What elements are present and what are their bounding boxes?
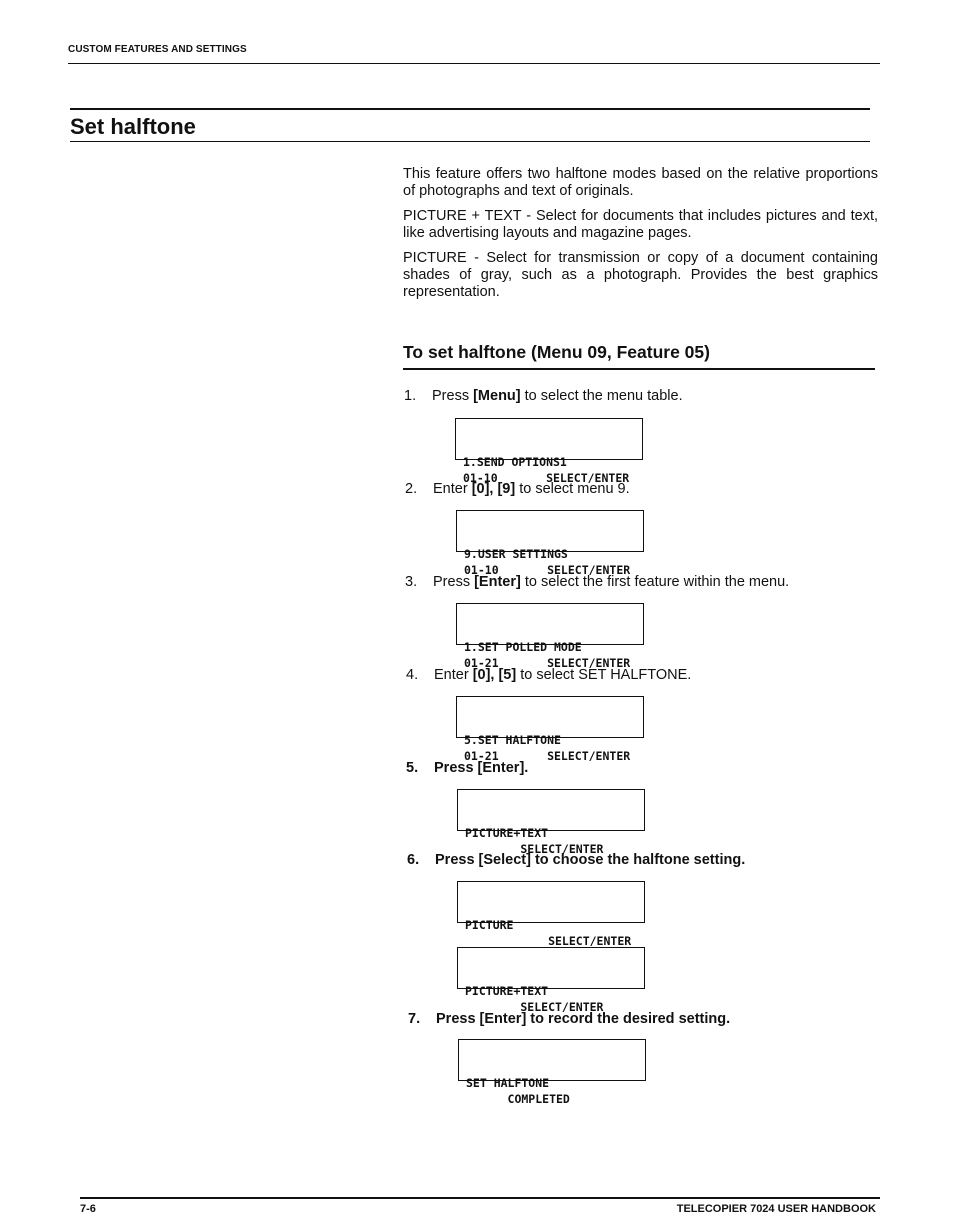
step-7: 7. Press [Enter] to record the desired setting. (408, 1011, 731, 1027)
lcd-display-1: 1.SEND OPTIONS1 01-10 SELECT/ENTER (455, 418, 643, 460)
step-1: 1. Press [Menu] to select the menu table. (404, 388, 683, 404)
step-3: 3. Press [Enter] to select the first feature within the menu. (405, 574, 790, 590)
key-digits: [0], [5] (472, 667, 517, 683)
step-6: 6. Press [Select] to choose the halftone setting. (407, 852, 746, 868)
lcd-display-8: SET HALFTONE COMPLETED (458, 1039, 646, 1081)
key-select: [Select] (478, 852, 531, 868)
section-bottom-rule (70, 141, 870, 142)
key-enter: [Enter] (479, 1011, 527, 1027)
lcd-display-5: PICTURE+TEXT SELECT/ENTER (457, 789, 645, 831)
key-enter: [Enter] (477, 760, 525, 776)
footer-rule (80, 1197, 880, 1199)
intro-text (403, 166, 878, 309)
lcd-display-6: PICTURE SELECT/ENTER (457, 881, 645, 923)
picture-text-description: PICTURE + TEXT - Select for documents that includes pictures and text, like advertising layouts and magazine pages. (403, 208, 878, 241)
picture-description: PICTURE - Select for transmission or copy of a document containing shades of gray, such as a photograph. Provides the best graphics representation. (403, 250, 878, 300)
procedure-title-rule (403, 368, 875, 370)
running-header: CUSTOM FEATURES AND SETTINGS (68, 44, 247, 55)
key-enter: [Enter] (474, 574, 521, 590)
lcd-display-4: 5.SET HALFTONE 01-21 SELECT/ENTER (456, 696, 644, 738)
lcd-display-2: 9.USER SETTINGS 01-10 SELECT/ENTER (456, 510, 644, 552)
step-2: 2. Enter [0], [9] to select menu 9. (405, 481, 630, 497)
lcd-display-3: 1.SET POLLED MODE 01-21 SELECT/ENTER (456, 603, 644, 645)
section-top-rule (70, 108, 870, 110)
page-number: 7-6 (80, 1203, 96, 1215)
section-title: Set halftone (70, 114, 196, 139)
book-title: TELECOPIER 7024 USER HANDBOOK (676, 1203, 876, 1215)
step-4: 4. Enter [0], [5] to select SET HALFTONE. (406, 667, 692, 683)
step-5: 5. Press [Enter]. (406, 760, 529, 776)
intro-paragraph: This feature offers two halftone modes based on the relative proportions of photographs and text of originals. (403, 166, 878, 199)
key-digits: [0], [9] (471, 481, 516, 497)
header-rule (68, 63, 880, 64)
lcd-display-7: PICTURE+TEXT SELECT/ENTER (457, 947, 645, 989)
procedure-title: To set halftone (Menu 09, Feature 05) (403, 342, 710, 362)
key-menu: [Menu] (473, 388, 521, 404)
